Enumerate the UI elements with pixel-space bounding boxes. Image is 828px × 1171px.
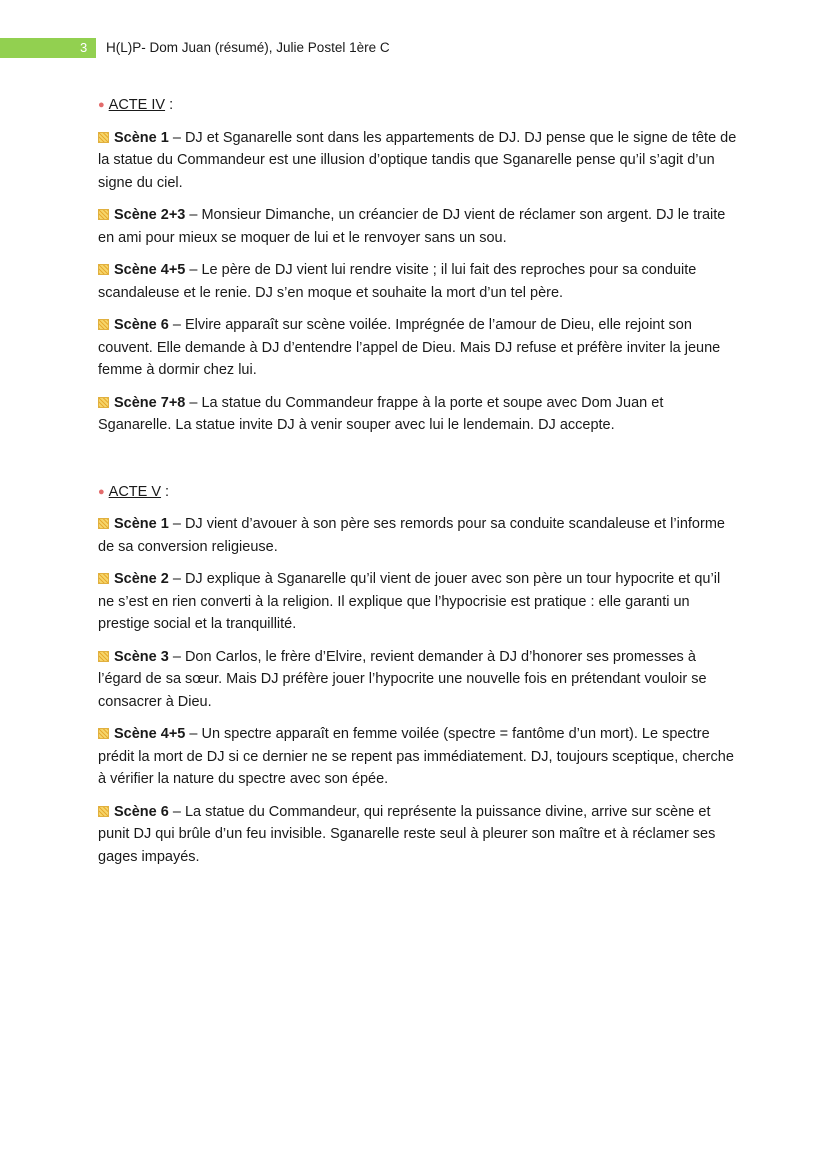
scene-marker-icon	[98, 132, 109, 143]
act-title: ACTE IV	[108, 97, 166, 113]
scene-marker-icon	[98, 651, 109, 662]
scene-marker-icon	[98, 319, 109, 330]
scene-text: – La statue du Commandeur frappe à la porte et soupe avec Dom Juan et Sganarelle. La statue invite DJ à venir souper avec lui le lendemain. DJ accepte.	[98, 394, 664, 433]
scene-paragraph	[98, 568, 738, 636]
scene-label: Scène 2+3	[114, 207, 186, 223]
act-title: ACTE V	[108, 483, 162, 500]
scene-text: – DJ et Sganarelle sont dans les appartements de DJ. DJ pense que le signe de tête de la statue du Commandeur est une illusion d’optique tandis que Sganarelle pense qu’il s’agit d’un signe du ciel.	[98, 129, 737, 191]
bullet-icon: ●	[98, 99, 105, 111]
scene-label: Scène 6	[114, 317, 169, 333]
scene-text: – La statue du Commandeur, qui représente la puissance divine, arrive sur scène et punit DJ qui brûle d’un feu invisible. Sganarelle reste seul à pleurer son maître et à réclamer ses gages impayés.	[98, 803, 716, 865]
document-body	[98, 94, 738, 878]
scene-marker-icon	[98, 806, 109, 817]
scene-paragraph	[98, 723, 738, 791]
page-number: 3	[80, 40, 88, 55]
scene-text: – Monsieur Dimanche, un créancier de DJ vient de réclamer son argent. DJ le traite en ami pour mieux se moquer de lui et le renvoyer sans un sou.	[98, 207, 726, 246]
act-heading	[98, 481, 738, 504]
scene-marker-icon	[98, 209, 109, 220]
scene-text: – Elvire apparaît sur scène voilée. Imprégnée de l’amour de Dieu, elle rejoint son couvent. Elle demande à DJ d’entendre l’appel de Dieu. Mais DJ refuse et préfère inviter la jeune femme à dormir chez lui.	[98, 317, 721, 378]
scene-text: – Don Carlos, le frère d’Elvire, revient demander à DJ d’honorer ses promesses à l’égard de sa sœur. Mais DJ préfère jouer l’hypocrite une nouvelle fois en prétendant vouloir se consacrer à Dieu.	[98, 648, 707, 710]
scene-paragraph	[98, 259, 738, 304]
scene-paragraph	[98, 314, 738, 382]
scene-paragraph	[98, 127, 738, 195]
scene-label: Scène 6	[114, 803, 169, 820]
scene-paragraph	[98, 513, 738, 558]
scene-text: – DJ vient d’avouer à son père ses remords pour sa conduite scandaleuse et l’informe de sa conversion religieuse.	[98, 516, 725, 555]
scene-marker-icon	[98, 397, 109, 408]
act-heading	[98, 94, 738, 117]
scene-label: Scène 7+8	[114, 394, 186, 411]
scene-text: – Le père de DJ vient lui rendre visite ; il lui fait des reproches pour sa conduite scandaleuse et le renie. DJ s’en moque et souhaite la mort d’un tel père.	[98, 262, 697, 301]
scene-text: – DJ explique à Sganarelle qu’il vient de jouer avec son père un tour hypocrite et qu’il ne s’est en rien converti à la religion. Il explique que l’hypocrisie est pratique : elle garanti un prestige social et la tranquillité.	[98, 571, 721, 632]
scene-label: Scène 3	[114, 648, 169, 665]
bullet-icon: ●	[98, 485, 105, 498]
scene-label: Scène 2	[114, 571, 169, 587]
act-suffix: :	[165, 97, 174, 113]
act-suffix: :	[161, 483, 170, 500]
scene-paragraph	[98, 204, 738, 249]
scene-paragraph	[98, 392, 738, 437]
scene-marker-icon	[98, 573, 109, 584]
header-title: H(L)P- Dom Juan (résumé), Julie Postel 1ère C	[106, 40, 390, 55]
scene-label: Scène 1	[114, 516, 169, 532]
scene-marker-icon	[98, 518, 109, 529]
scene-marker-icon	[98, 728, 109, 739]
act-section-4	[98, 94, 738, 437]
act-section-5	[98, 481, 738, 869]
scene-text: – Un spectre apparaît en femme voilée (spectre = fantôme d’un mort). Le spectre prédit la mort de DJ si ce dernier ne se repent pas immédiatement. DJ, toujours sceptique, cherche à vérifier la nature du spectre avec son épée.	[98, 726, 734, 787]
scene-paragraph	[98, 801, 738, 869]
act-spacer	[98, 447, 738, 481]
scene-marker-icon	[98, 264, 109, 275]
scene-paragraph	[98, 646, 738, 714]
scene-label: Scène 4+5	[114, 262, 186, 278]
scene-label: Scène 1	[114, 129, 169, 146]
scene-label: Scène 4+5	[114, 726, 186, 742]
